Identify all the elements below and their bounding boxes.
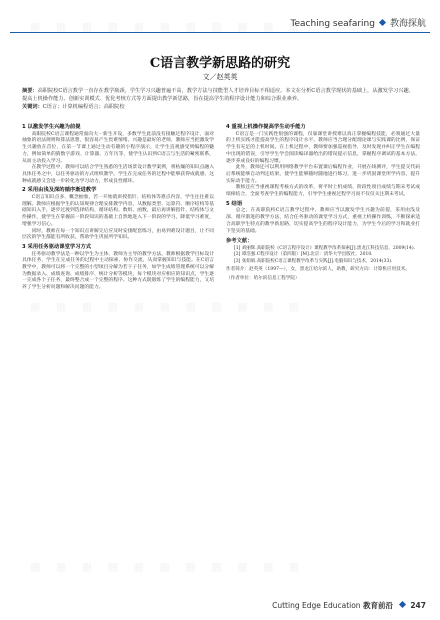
right-column	[226, 122, 420, 282]
magazine-name-en: Cutting Edge Education	[272, 601, 361, 610]
section-heading-1: 1 以激发学生兴趣为前提	[22, 124, 81, 130]
header-rule	[10, 32, 430, 33]
paragraph: 同时，教师在每一个知识点讲解完后应及时安排配套练习，由易到难设计题目，让不同层次的学生都能有所收获，帮助学生巩固所学知识。	[22, 228, 214, 241]
magazine-name-cn: 教育前沿	[362, 601, 393, 610]
watermark: ▦ ▦ ▦ ▦ ▦ ▦ ▦ ▦ ▦ ▦ ▦	[30, 560, 306, 573]
section-heading-4: 4 重视上机操作提高学生动手能力	[226, 124, 306, 130]
keywords-text: C语言；计算机编程语言；高职院校	[42, 104, 125, 110]
article-author: 文／赵英英	[202, 73, 238, 81]
watermark: ▦ ▦ ▦ ▦ ▦ ▦ ▦ ▦ ▦ ▦ ▦	[30, 20, 306, 33]
references-heading: 参考文献：	[226, 238, 253, 245]
column-name-cn: 教海探航	[389, 19, 426, 29]
paragraph: 在教学过程中，教师可以结合学生熟悉的生活场景设计教学案例，将枯燥的知识点融入具体任务之中，以任务驱动的方式组织教学。学生在完成任务的过程中能够获得成就感，这种成就感又会进一步转化为学习动力，形成良性循环。	[22, 165, 214, 184]
page-number: 247	[410, 601, 426, 610]
section-heading-2: 2 采用由浅及深的循序渐进教学	[22, 187, 97, 194]
paragraph: 教师还应当重视课程考核方式的改革，将平时上机成绩、阶段性项目成绩与期末考试成绩相结合，全面考查学生的编程能力，引导学生重视过程学习而不仅仅关注期末考试。	[226, 185, 420, 198]
paragraph: 高职院校C语言课程通常面向大一新生开设，多数学生此前没有接触过程序设计，面对抽象的语法规则和算法思想，很容易产生畏难情绪。兴趣是最好的老师，教师应当把激发学生兴趣放在首位，在第一节课上通过生动有趣的小程序演示，让学生直观感受到编程的魅力，例如简单的猜数字游戏、计算器、万年历等，使学生认识到C语言与生活的紧密联系，从而主动投入学习。	[22, 131, 214, 164]
diamond-icon	[379, 19, 386, 26]
abstract-label: 摘要：	[22, 88, 38, 94]
column-tag	[290, 16, 426, 29]
abstract	[22, 87, 418, 111]
abstract-text: 高职院校C语言教学一直存在教学瓶颈，学生学习兴趣普遍不高，教学方法与技能型人才培养目标不相适应。本文在分析C语言教学现状的基础上，从激发学习兴趣、提高上机操作能力、创新实训模式、优化考核方式等方面提出教学新思路，旨在提高学生的程序设计能力和综合职业素养。	[22, 88, 414, 102]
paragraph: C语言是一门实践性很强的课程，仅靠课堂讲授难以真正掌握编程技能，必须通过大量的上机实践才能提高学生的程序设计水平。教师应当合理分配理论课与实践课的比例，保证学生有充足的上机时间。在上机过程中，教师要加强巡视指导，及时发现并纠正学生在编程中出现的错误，引导学生学会阅读编译器给出的错误提示信息，掌握程序调试的基本方法，逐步养成良好的编程习惯。	[226, 131, 420, 164]
page-footer	[272, 600, 426, 611]
paragraph: 总之，在高职院校C语言教学过程中，教师应当以激发学生兴趣为前提，采用由浅及深、循序渐进的教学方法，结合任务驱动的课堂学习方式，重视上机操作训练，不断探索适合高职学生特点的教学新思路，切实提高学生的程序设计能力，为学生今后的学习和就业打下坚实的基础。	[226, 208, 420, 234]
paragraph: 此外，教师还可以利用网络教学平台布置课后编程作业，开展在线测评，学生提交代码后系统能够自动判定结果，使学生能够随时随地进行练习，进一步巩固课堂所学内容，提升实际动手能力。	[226, 165, 420, 184]
paragraph: C语言知识点多、概念抽象，若一开始就讲授指针、结构体等难点内容，学生往往难以理解。教师应根据学生的认知规律合理安排教学内容，从数据类型、运算符、顺序结构等基础知识入手，逐步过渡到选择结构、循环结构、数组、函数，最后再讲解指针、结构体与文件操作，使学生在掌握前一阶段知识的基础上自然地进入下一阶段的学习，降低学习难度，增强学习信心。	[22, 195, 214, 227]
section-heading-5: 5 结语	[226, 200, 243, 207]
author-affiliation: （作者单位：哈尔滨信息工程学院）	[226, 275, 300, 281]
keywords-label: 关键词：	[22, 104, 43, 110]
reference-item: [2] 谭浩强.C程序设计（第四版）[M].北京：清华大学出版社，2010.	[234, 252, 373, 258]
column-name-en: Teaching seafaring	[290, 19, 375, 29]
section-heading-3: 3 采用任务驱动课堂学习方式	[22, 243, 92, 250]
reference-item: [3] 张娟娟.高职院校C语言课程教学改革与实践[J].电脑知识与技术，2014(33).	[234, 258, 393, 264]
paragraph: 任务驱动教学法是一种以学生为主体、教师为主导的教学方法。教师根据教学目标设计具体任务，学生在完成任务的过程中主动探索、协作交流，从而掌握知识与技能。在C语言教学中，教师可以将一个完整的小型项目分解为若干子任务，如学生成绩管理系统可以分解为数据录入、成绩查询、成绩排序、统计分析等模块，每个模块对应相应的知识点，学生逐一完成各个子任务，最终整合成一个完整的程序。这种方式既锻炼了学生的编程能力，又培养了学生分析问题和解决问题的能力。	[22, 251, 214, 291]
diamond-icon	[399, 601, 406, 608]
reference-item: [1] 刘丽辉.高职院校《C语言程序设计》课程教学改革探索[J].黑龙江科技信息，2009(14).	[234, 245, 416, 251]
article-title: C语言教学新思路的研究	[149, 56, 291, 71]
left-column	[22, 122, 214, 292]
page-header	[0, 8, 440, 38]
watermark: ▦ ▦ ▦ ▦ ▦ ▦ ▦ ▦ ▦ ▦ ▦	[30, 300, 306, 313]
author-bio: 作者简介：赵英英（1997—），女，黑龙江哈尔滨人，助教，研究方向：计算机应用技术。	[226, 266, 410, 272]
